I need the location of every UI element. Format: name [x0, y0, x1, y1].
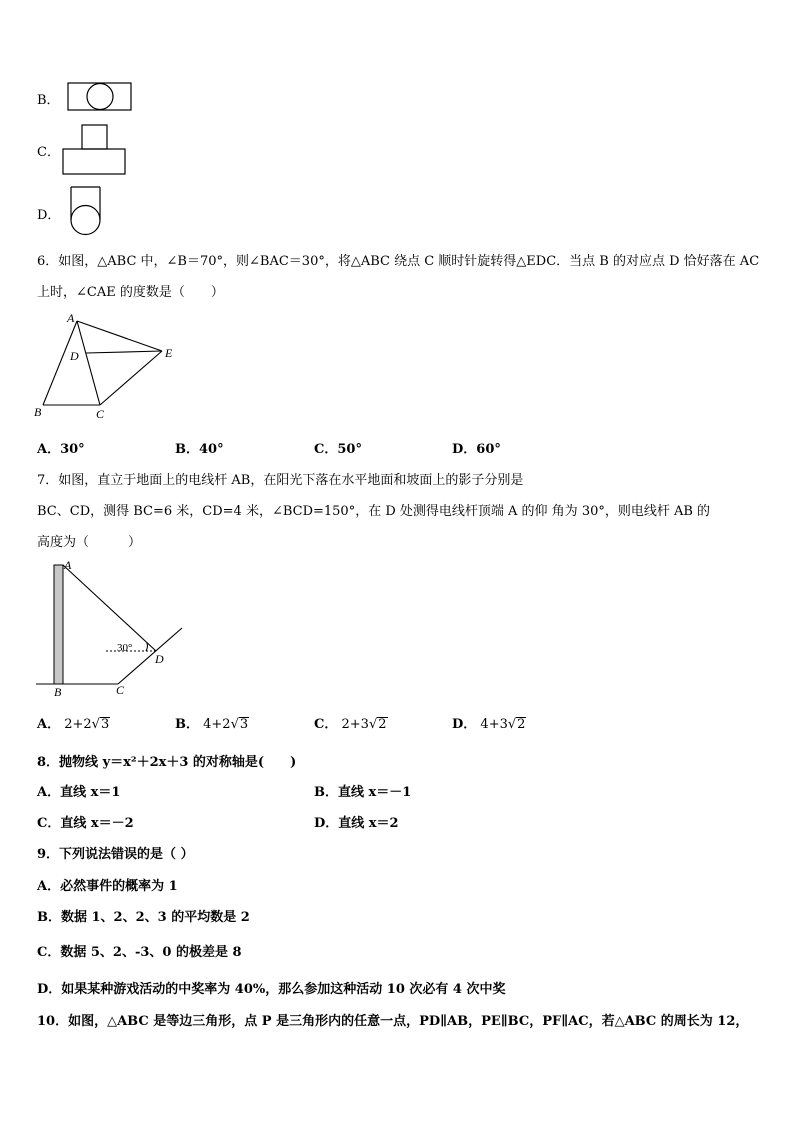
q7-option-d: D． 4+3√2 — [452, 717, 526, 732]
q9-option-a: A．必然事件的概率为 1 — [37, 879, 178, 894]
q6-figure — [34, 310, 184, 422]
q6-option-c: C．50° — [314, 442, 362, 457]
q7-option-b: B． 4+2√3 — [175, 717, 249, 732]
q7-label-c: C — [116, 683, 125, 697]
q5-option-b-label: B． — [37, 93, 60, 108]
q8-option-c: C．直线 x＝－2 — [37, 816, 134, 831]
q6-label-d: D — [70, 349, 79, 363]
q9-option-c: C．数据 5、2、-3、0 的极差是 8 — [37, 945, 242, 960]
q5-option-c-label: C． — [37, 145, 60, 160]
q5-option-b-figure — [67, 82, 133, 112]
q6-label-a: A — [67, 311, 75, 325]
q7-stem-line1: 7．如图，直立于地面上的电线杆 AB，在阳光下落在水平地面和坡面上的影子分别是 — [37, 473, 524, 488]
q7-angle-label: 30° — [117, 642, 133, 654]
q7-stem-line3: 高度为（ ） — [37, 535, 142, 550]
q7-label-b: B — [54, 685, 62, 699]
q9-option-d: D．如果某种游戏活动的中奖率为 40%，那么参加这种活动 10 次必有 4 次中奖 — [37, 982, 506, 997]
q7-label-d: D — [155, 652, 164, 666]
q10-stem: 10．如图，△ABC 是等边三角形，点 P 是三角形内的任意一点，PD∥AB，PE∥BC，PF∥AC，若△ABC 的周长为 12， — [37, 1014, 749, 1029]
q6-label-c: C — [96, 407, 105, 421]
q8-option-b: B．直线 x＝－1 — [314, 785, 412, 800]
q6-label-e: E — [165, 346, 173, 360]
q5-option-d-label: D． — [37, 208, 61, 223]
q5-option-c-figure — [62, 124, 128, 176]
q9-option-b: B．数据 1、2、2、3 的平均数是 2 — [37, 910, 250, 925]
q6-option-a: A．30° — [37, 442, 85, 457]
q7-label-a: A — [64, 558, 72, 572]
q6-option-b: B．40° — [175, 442, 224, 457]
q7-stem-line2: BC、CD，测得 BC=6 米，CD=4 米，∠BCD=150°，在 D 处测得电线杆顶端 A 的仰 角为 30°，则电线杆 AB 的 — [37, 504, 711, 519]
q6-stem-line2: 上时，∠CAE 的度数是（ ） — [37, 285, 224, 300]
q7-figure — [34, 557, 190, 700]
q9-stem: 9．下列说法错误的是（ ） — [37, 847, 194, 862]
q5-option-d-figure — [69, 186, 103, 236]
q8-option-a: A．直线 x＝1 — [37, 785, 121, 800]
q8-option-d: D．直线 x＝2 — [314, 816, 399, 831]
q6-option-d: D．60° — [452, 442, 501, 457]
q6-label-b: B — [34, 405, 42, 419]
q6-stem-line1: 6．如图，△ABC 中，∠B＝70°，则∠BAC＝30°，将△ABC 绕点 C 顺时针旋转得△EDC．当点 B 的对应点 D 恰好落在 AC — [37, 254, 760, 269]
q8-stem: 8．抛物线 y＝x²＋2x＋3 的对称轴是( ) — [37, 755, 297, 770]
q7-option-c: C． 2+3√2 — [314, 717, 387, 732]
q7-option-a: A． 2+2√3 — [37, 717, 110, 732]
